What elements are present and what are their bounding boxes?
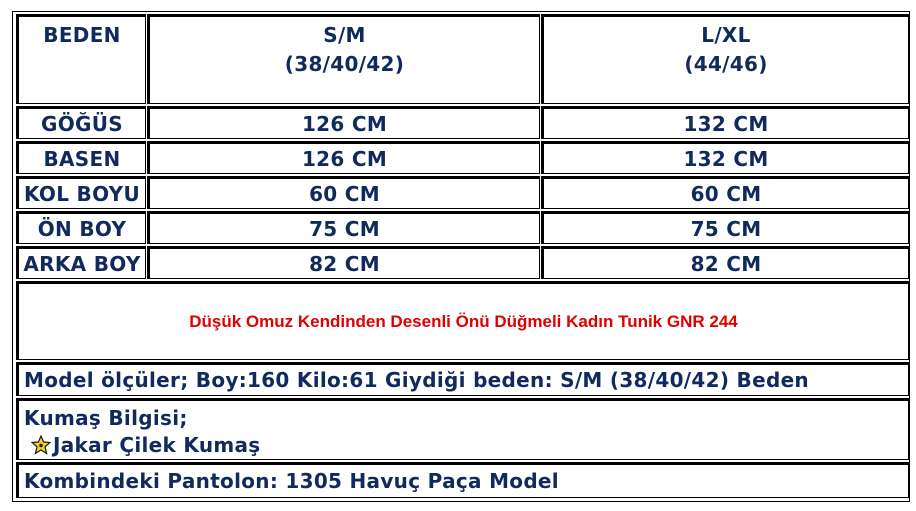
combination-text: Kombindeki Pantolon: 1305 Havuç Paça Model	[24, 469, 559, 493]
header-lxl-range: (44/46)	[684, 52, 768, 76]
row-kol-boyu-lxl: 60 CM	[541, 176, 909, 209]
product-title: Düşük Omuz Kendinden Desenli Önü Düğmeli Kadın Tunik GNR 244	[189, 311, 738, 331]
header-sm-name: S/M	[323, 23, 366, 47]
row-basen-sm: 126 CM	[147, 141, 540, 174]
header-lxl-name: L/XL	[701, 23, 751, 47]
fabric-item	[24, 432, 908, 459]
row-label-on-boy: ÖN BOY	[16, 211, 146, 244]
header-lxl-cell	[541, 14, 909, 104]
row-label-basen: BASEN	[16, 141, 146, 174]
header-sm-range: (38/40/42)	[284, 52, 405, 76]
row-label-gogus: GÖĞÜS	[16, 106, 146, 139]
row-on-boy-lxl: 75 CM	[541, 211, 909, 244]
star-icon	[31, 435, 51, 455]
row-kol-boyu-sm: 60 CM	[147, 176, 540, 209]
model-info-cell	[16, 362, 909, 396]
fabric-info-cell	[16, 398, 909, 460]
header-beden-label: BEDEN	[43, 23, 121, 47]
model-info-text: Model ölçüler; Boy:160 Kilo:61 Giydiği beden: S/M (38/40/42) Beden	[24, 368, 809, 392]
row-on-boy-sm: 75 CM	[147, 211, 540, 244]
product-title-cell	[16, 281, 909, 360]
row-arka-boy-lxl: 82 CM	[541, 246, 909, 279]
row-label-arka-boy: ARKA BOY	[16, 246, 146, 279]
row-gogus-lxl: 132 CM	[541, 106, 909, 139]
row-label-kol-boyu: KOL BOYU	[16, 176, 146, 209]
combination-cell	[16, 462, 909, 498]
fabric-heading: Kumaş Bilgisi;	[24, 406, 188, 430]
row-gogus-sm: 126 CM	[147, 106, 540, 139]
row-arka-boy-sm: 82 CM	[147, 246, 540, 279]
row-basen-lxl: 132 CM	[541, 141, 909, 174]
header-beden-cell	[16, 14, 146, 104]
header-sm-cell	[147, 14, 540, 104]
fabric-item-label: Jakar Çilek Kumaş	[53, 433, 261, 457]
